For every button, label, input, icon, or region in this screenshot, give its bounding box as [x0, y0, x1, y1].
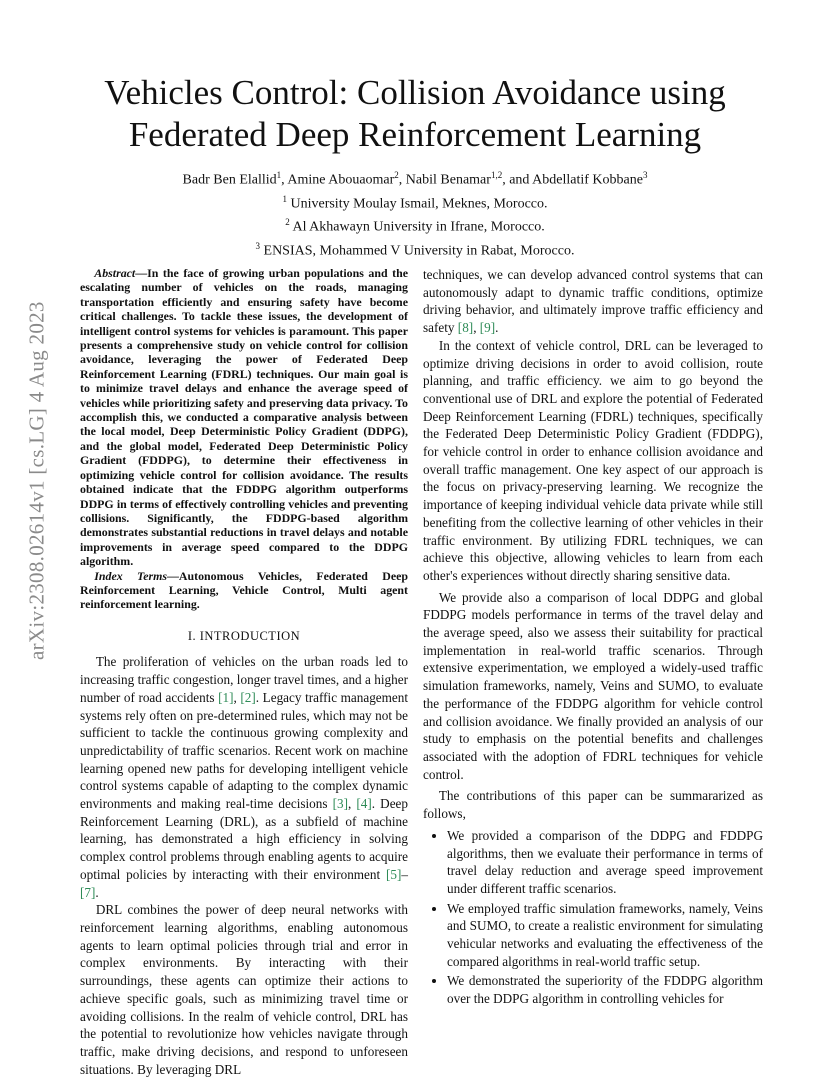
author-affil-mark: 1,2	[490, 170, 503, 180]
citation-link[interactable]: [7]	[80, 884, 96, 900]
title-line-2: Federated Deep Reinforcement Learning	[128, 115, 702, 154]
title-line-1: Vehicles Control: Collision Avoidance using	[104, 73, 726, 112]
author-name: Amine Abouaomar	[287, 172, 395, 188]
index-terms-lead: Index Terms	[94, 568, 168, 583]
contributions-list	[423, 827, 763, 1008]
citation-link[interactable]: [4]	[356, 796, 372, 812]
citation-link[interactable]: [5]	[386, 866, 402, 882]
author-affil-mark: 3	[642, 170, 648, 180]
citation-link[interactable]: [2]	[240, 689, 256, 705]
right-column	[423, 266, 763, 1010]
arxiv-identifier: arXiv:2308.02614v1 [cs.LG] 4 Aug 2023	[24, 301, 49, 660]
affiliation: $^2$ Al Akhawayn University in Ifrane, Morocco.	[285, 217, 545, 235]
author-name: Nabil Benamar	[405, 172, 491, 188]
list-item: • We employed traffic simulation frameworks, namely, Veins and SUMO, to create a realistic environment for simulating vehicular networks and evaluating the effectiveness of the compared algorithms in real-world traffic setup.	[447, 900, 763, 971]
abstract-body: —In the face of growing urban populations and the escalating number of vehicles on the roads, managing transportation efficiently and ensuring safety have become critical challenges. To tackle these issues, the development of intelligent control systems for vehicles is paramount. This paper presents a comprehensive study on vehicle control for collision avoidance, leveraging the power of Federated Deep Reinforcement Learning (FDRL) techniques. Our main goal is to minimize travel delays and enhance the average speed of vehicles while prioritizing safety and preserving data privacy. To accomplish this, we conducted a comparative analysis between the local model, Deep Deterministic Policy Gradient (DDPG), and the global model, Federated Deep Deterministic Policy Gradient (FDDPG), to determine their effectiveness in optimizing vehicle control for collision avoidance. The results obtained indicate that the FDDPG algorithm outperforms DDPG in terms of effectively controlling vehicles and preventing collisions. Significantly, the FDDPG-based algorithm demonstrates substantial reductions in travel delays and notable improvements in average speed compared to the DDPG algorithm.	[80, 266, 408, 569]
body-paragraph: techniques, we can develop advanced control systems that can autonomously adapt to dynamic traffic conditions, optimize driving behavior, and ultimately improve traffic efficiency and safety [8], [9].	[423, 267, 763, 336]
author-name: Abdellatif Kobbane	[532, 172, 643, 188]
abstract-lead: Abstract	[94, 266, 136, 280]
citation-link[interactable]: [8]	[457, 320, 474, 336]
body-paragraph: The contributions of this paper can be summararized as follows,	[423, 788, 763, 822]
intro-paragraph: The proliferation of vehicles on the urban roads led to increasing traffic congestion, longer travel times, and a higher number of road accidents [1], [2]. Legacy traffic management systems rely often on pre-determined rules, which may not be sufficient to tackle the continuous growing complexity and unpredictability of traffic scenarios. Recent work on machine learning opened new paths for developing intelligent vehicle control systems capable of adapting to the complex dynamic environments and making real-time decisions [3], [4]. Deep Reinforcement Learning (DRL), as a subfield of machine learning, has demonstrated a high efficiency in solving complex control problems through enabling agents to acquire optimal policies by interacting with their environment [5]–[7].	[80, 654, 409, 900]
citation-link[interactable]: [9]	[479, 320, 496, 336]
index-terms	[80, 569, 408, 612]
body-paragraph: We provide also a comparison of local DDPG and global FDDPG models performance in terms of the travel delay and the average speed, also we assess their suitability for practical implementation in real-world traffic scenarios. Through extensive experimentation, we employed a widely-used traffic simulation frameworks, namely, Veins and SUMO, to evaluate the performance of the FDDPG algorithm for vehicle control and collision avoidance. We finally provided an analysis of our study to emphasis on the potential benefits and challenges associated with the adoption of FDRL techniques for vehicle control.	[423, 589, 763, 782]
author-affil-mark: 2	[394, 170, 399, 180]
citation-link[interactable]: [3]	[332, 796, 348, 812]
author-list: Badr Ben Elallid$^1$, Amine Abouaomar$^2$, Nabil Benamar$^{1,2}$, and Abdellatif Kobbane$^3$	[182, 170, 648, 188]
body-paragraph: In the context of vehicle control, DRL can be leveraged to optimize driving decisions in order to avoid collision, route planning, and traffic efficiency. we aim to go beyond the conventional use of DRL and explore the potential of Federated Deep Reinforcement Learning (FDRL) techniques, specifically the Federated Deep Deterministic Policy Gradient (FDDPG), for vehicle control in order to enhance collision avoidance and overall traffic management. One key aspect of our approach is the focus on privacy-preserving learning. We recognize the importance of keeping individual vehicle data private while still benefiting from the collective learning of other vehicles in their traffic environment. By utilizing FDRL techniques, we can achieve this objective, allowing vehicles to learn from each other's experiences without directly sharing sensitive data.	[423, 337, 763, 583]
list-item: • We demonstrated the superiority of the FDDPG algorithm over the DDPG algorithm in controlling vehicles for	[447, 972, 763, 1007]
author-affil-mark: 1	[276, 170, 282, 180]
list-item: • We provided a comparison of the DDPG and FDDPG algorithms, then we evaluate their performance in terms of travel delay reduction and average speed improvement under different traffic scenarios.	[447, 827, 763, 898]
paper-title	[90, 72, 740, 156]
intro-paragraph: DRL combines the power of deep neural networks with reinforcement learning algorithms, enabling autonomous agents to learn optimal policies through trial and error in complex environments. By interacting with their surroundings, these agents can optimize their actions to achieve specific goals, such as minimizing travel time or avoiding collisions. In the realm of vehicle control, DRL has the potential to revolutionize how vehicles navigate through traffic, make driving decisions, and respond to unforeseen situations. By leveraging DRL	[80, 902, 408, 1077]
author-name: Badr Ben Elallid	[182, 172, 277, 188]
affiliation: $^3$ ENSIAS, Mohammed V University in Rabat, Morocco.	[255, 240, 575, 259]
index-terms-body: —Autonomous Vehicles, Federated Deep Reinforcement Learning, Vehicle Control, Multi agent reinforcement learning.	[80, 568, 408, 612]
section-heading: I. INTRODUCTION	[187, 628, 301, 643]
citation-link[interactable]: [1]	[218, 689, 234, 705]
author-block	[90, 166, 740, 261]
affiliation: $^1$ University Moulay Ismail, Meknes, Morocco.	[282, 193, 548, 212]
abstract	[80, 266, 408, 569]
left-column	[80, 266, 408, 1078]
